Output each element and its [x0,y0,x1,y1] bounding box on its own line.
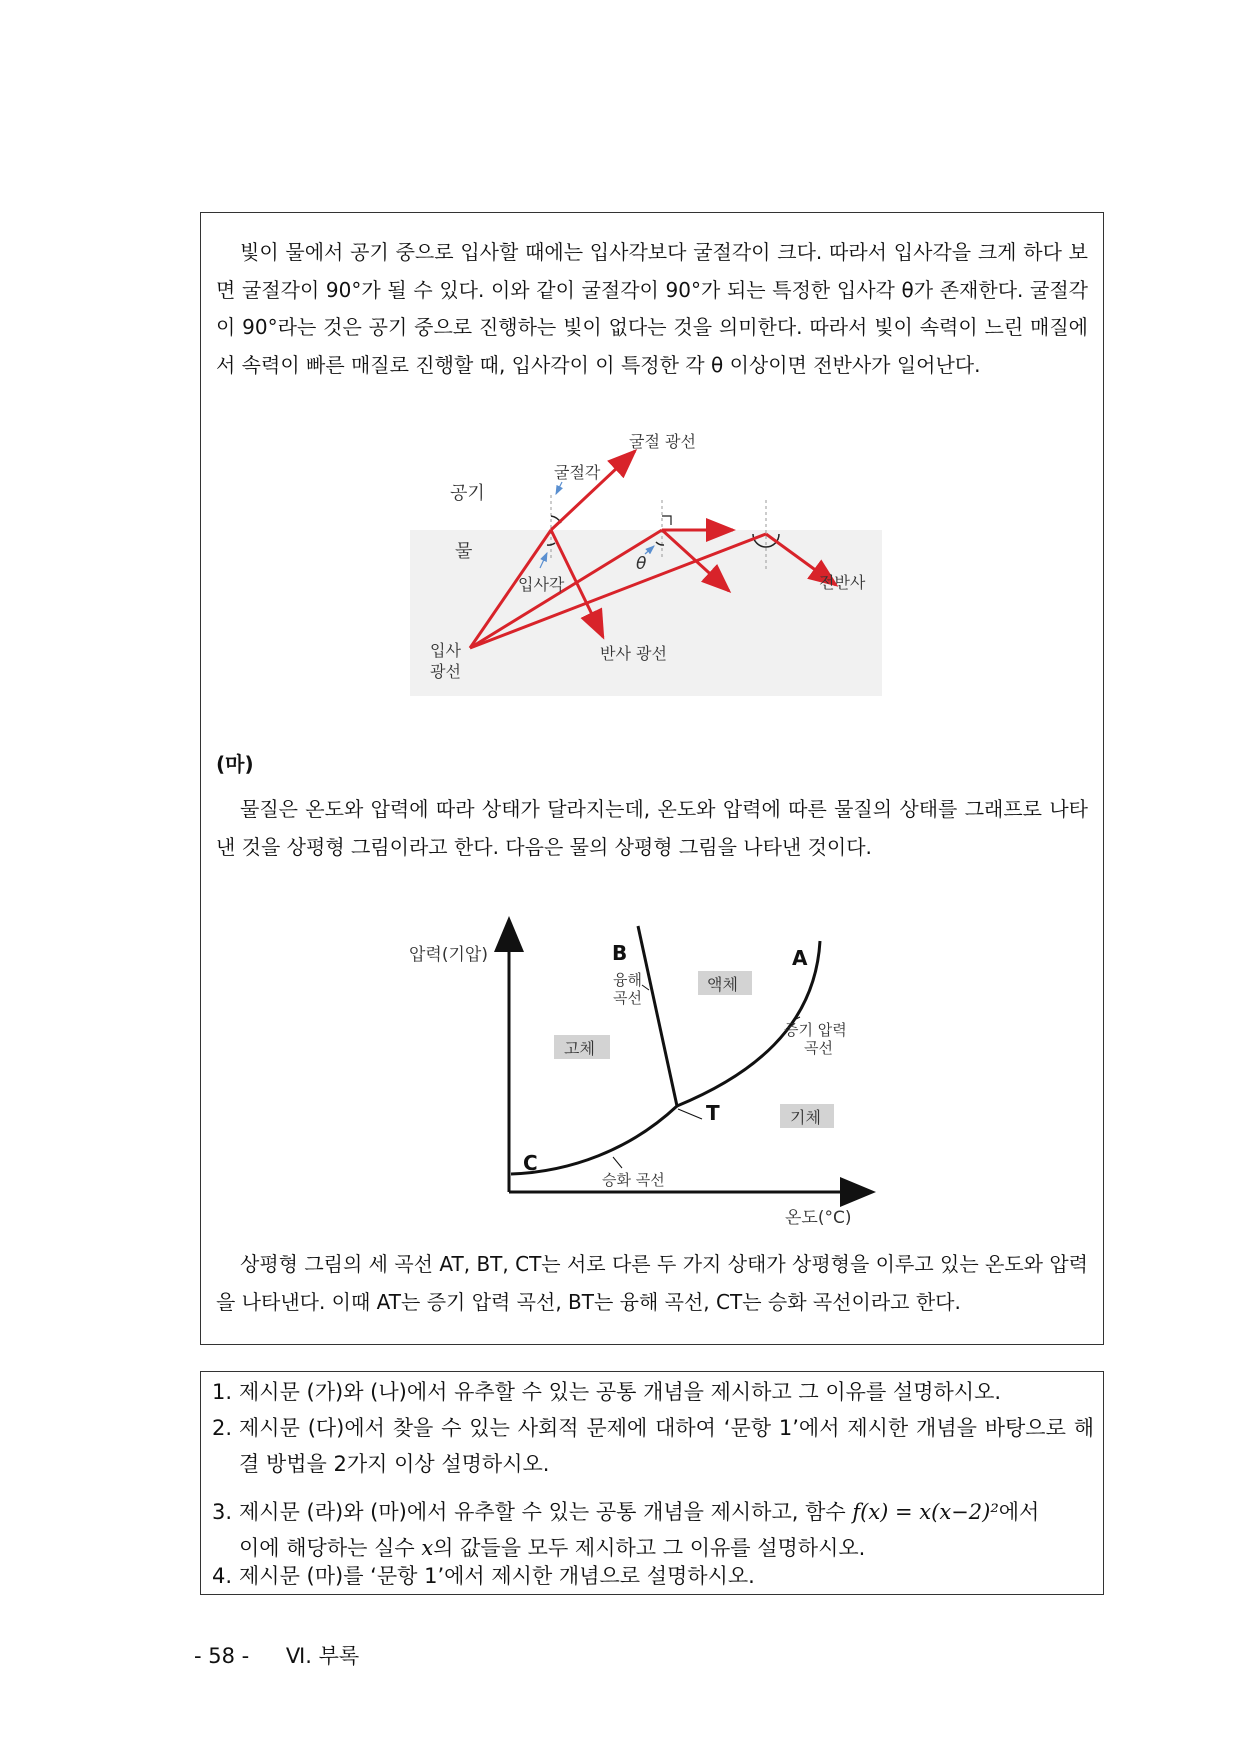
point-a: A [792,946,808,970]
question-text-d: 의 값들을 모두 제시하고 그 이유를 설명하시오. [433,1536,866,1560]
incident-ray-label-2: 광선 [430,662,461,681]
water-label: 물 [455,541,473,562]
question-text: 제시문 (다)에서 찾을 수 있는 사회적 문제에 대하여 ‘문항 1’에서 제시한 개념을 바탕으로 해결 방법을 2가지 이상 설명하시오. [239,1416,1094,1476]
refraction-angle-label: 굴절각 [554,463,601,482]
vapor-curve-label-2: 곡선 [804,1039,833,1057]
section-heading: (마) [216,752,254,776]
point-c: C [523,1151,538,1175]
variable-x: x [421,1536,434,1560]
refraction-paragraph: 빛이 물에서 공기 중으로 입사할 때에는 입사각보다 굴절각이 크다. 따라서 입사각을 크게 하다 보면 굴절각이 90°가 될 수 있다. 이와 같이 굴절각이 90°가 되는 특정한 입사각 θ가 존재한다. 굴절각이 90°라는 것은 공기 중으로 진행하는 빛이 없다는 것을 의미한다. 따라서 빛이 속력이 느린 매질에서 속력이 빠른 매질로 진행할 때, 입사각이 이 특정한 각 θ 이상이면 전반사가 일어난다. [216,240,1088,377]
question-text-a: 제시문 (라)와 (마)에서 유추할 수 있는 공통 개념을 제시하고, 함수 [239,1500,853,1524]
question-1 [212,1374,1094,1410]
air-label: 공기 [450,483,485,504]
question-number: 3. [212,1500,233,1524]
question-3 [212,1494,1094,1566]
liquid-label: 액체 [707,975,738,994]
incident-ray-label-1: 입사 [430,641,461,660]
question-2 [212,1410,1094,1482]
total-reflection-label: 전반사 [819,573,866,592]
solid-label: 고체 [564,1039,595,1058]
vapor-curve-label-1: 증기 압력 [784,1021,847,1039]
question-text-b: 에서 [998,1500,1040,1524]
reflected-ray-label: 반사 광선 [600,644,667,663]
question-4 [212,1558,1094,1594]
total-reflection-diagram [400,420,900,720]
theta-label: θ [636,554,647,574]
page-footer [194,1640,365,1670]
question-number: 1. [212,1380,233,1404]
incidence-angle-label: 입사각 [518,575,565,594]
question-text-c: 이에 해당하는 실수 [239,1536,422,1560]
sublimation-curve-label: 승화 곡선 [602,1171,665,1189]
refracted-ray-label: 굴절 광선 [629,432,696,451]
gas-label: 기체 [790,1108,821,1127]
page-number: - 58 - [194,1644,250,1668]
question-number: 4. [212,1564,233,1588]
fusion-curve [638,926,677,1106]
pressure-axis-label: 압력(기압) [409,945,488,965]
question-text: 제시문 (가)와 (나)에서 유추할 수 있는 공통 개념을 제시하고 그 이유를 설명하시오. [239,1380,1002,1404]
fusion-curve-label-2: 곡선 [613,989,642,1007]
section-name: Ⅵ. 부록 [285,1644,360,1668]
point-b: B [612,941,628,965]
temperature-axis-label: 온도(°C) [785,1208,852,1228]
function-formula: f(x) = x(x−2)² [852,1500,999,1524]
phase-explanation-paragraph: 상평형 그림의 세 곡선 AT, BT, CT는 서로 다른 두 가지 상태가 상평형을 이루고 있는 온도와 압력을 나타낸다. 이때 AT는 증기 압력 곡선, BT는 융해 곡선, CT는 승화 곡선이라고 한다. [216,1252,1088,1314]
question-text: 제시문 (마)를 ‘문항 1’에서 제시한 개념으로 설명하시오. [239,1564,755,1588]
fusion-curve-label-1: 융해 [613,971,642,989]
phase-diagram [400,910,880,1240]
point-t: T [706,1101,720,1125]
question-number: 2. [212,1416,233,1440]
phase-intro-paragraph: 물질은 온도와 압력에 따라 상태가 달라지는데, 온도와 압력에 따른 물질의 상태를 그래프로 나타낸 것을 상평형 그림이라고 한다. 다음은 물의 상평형 그림을 나타낸 것이다. [216,797,1088,859]
